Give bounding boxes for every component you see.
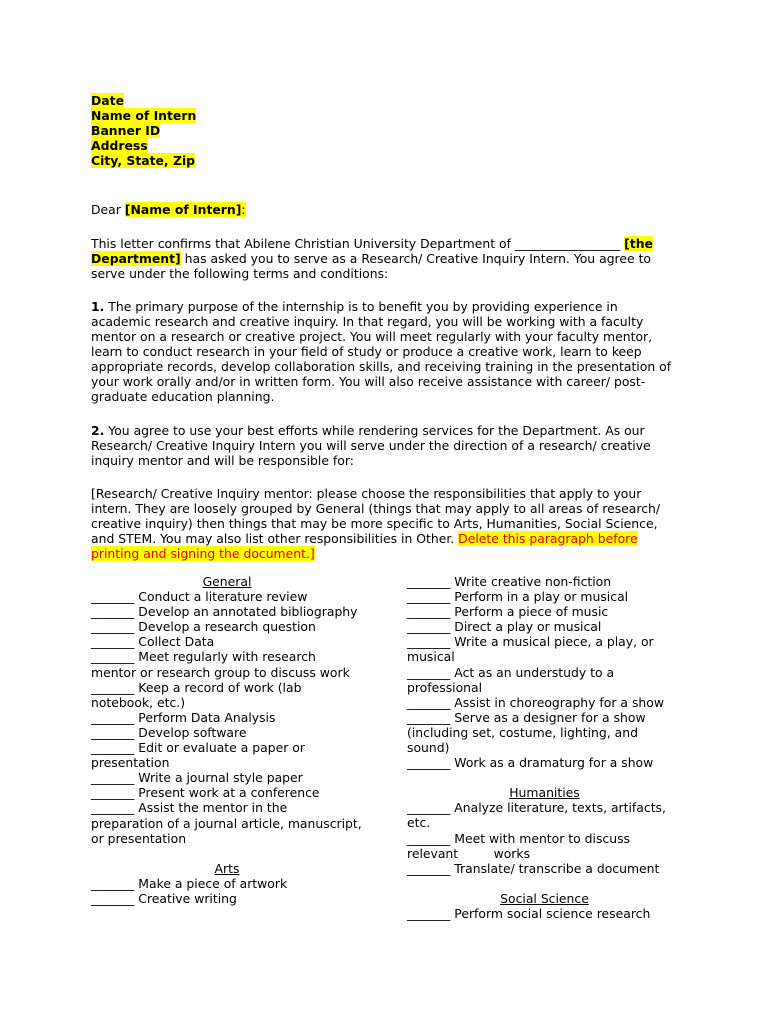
- list-item: _______ Work as a dramaturg for a show: [407, 755, 654, 771]
- list-item: _______ Analyze literature, texts, artifacts, etc.: [407, 800, 666, 831]
- list-item: _______ Develop an annotated bibliography: [91, 604, 358, 620]
- list-item: _______ Perform in a play or musical: [407, 589, 629, 605]
- left-column: [91, 574, 363, 906]
- list-item: _______ Present work at a conference: [91, 785, 320, 801]
- list-item: _______ Serve as a designer for a show (including set, costume, lighting, and sound): [407, 709, 646, 756]
- list-item: _______ Perform social science research: [407, 905, 651, 921]
- list-item: _______ Translate/ transcribe a document: [407, 860, 660, 876]
- address-field: Address: [91, 138, 148, 154]
- list-item: _______ Collect Data: [91, 634, 215, 650]
- list-item: _______ Meet regularly with research mentor or research group to discuss work: [91, 649, 350, 680]
- list-item: _______ Write creative non-fiction: [407, 574, 612, 589]
- list-item: _______ Act as an understudy to a professional: [407, 664, 615, 695]
- list-item: _______ Direct a play or musical: [407, 619, 602, 635]
- general-heading: General: [202, 574, 252, 589]
- right-column: [407, 574, 682, 921]
- list-item: _______ Assist in choreography for a show: [407, 694, 664, 710]
- delete-instruction: Delete this paragraph before printing and signing the document.]: [91, 531, 638, 562]
- list-item: _______ Write a journal style paper: [91, 770, 303, 786]
- mentor-note-paragraph: [Research/ Creative Inquiry mentor: please choose the responsibilities that apply to your intern. They are loosely grouped by General (things that may apply to all areas of research/ creative inquiry) then things that may be more specific to Arts, Humanities, Social Science, and STEM. You may also list other responsibilities in Other. Delete this paragraph before printing and signing the document.]: [91, 485, 661, 562]
- list-item: _______ Edit or evaluate a paper or presentation: [91, 740, 305, 771]
- banner-id-field: Banner ID: [91, 123, 161, 139]
- list-item: _______ Creative writing: [91, 890, 237, 906]
- salutation-name: [Name of Intern]: [124, 202, 242, 218]
- list-item: _______ Assist the mentor in the preparation of a journal article, manuscript, or presentation: [91, 800, 362, 846]
- list-item: _______ Develop a research question: [91, 619, 316, 635]
- humanities-heading: Humanities: [509, 785, 580, 801]
- department-placeholder: [the Department]: [91, 235, 653, 266]
- letter-body: [91, 93, 676, 561]
- list-item: _______ Perform Data Analysis: [91, 709, 276, 725]
- section-1-paragraph: 1. The primary purpose of the internship is to benefit you by providing experience in academic research and creative inquiry. In that regard, you will be working with a faculty mentor on a research or creative project. You will meet regularly with your faculty mentor, learn to conduct research in your field of study or produce a creative work, learn to keep appropriate records, develop collaboration skills, and receiving training in the presentation of your work orally and/or in written form. You will also receive assistance with career/ post-graduate education planning.: [91, 298, 672, 405]
- salutation: Dear [Name of Intern]:: [91, 202, 246, 218]
- social-science-heading: Social Science: [500, 890, 589, 906]
- section-2-paragraph: 2. You agree to use your best efforts while rendering services for the Department. As our Research/ Creative Inquiry Intern you will serve under the direction of a research/ creative inquiry mentor and will be responsible for:: [91, 422, 651, 468]
- intro-paragraph: This letter confirms that Abilene Christian University Department of _________________ [the Department] has asked you to serve as a Research/ Creative Inquiry Intern. You agree to serve under the following terms and conditions:: [91, 235, 653, 281]
- list-item: _______ Develop software: [91, 724, 247, 740]
- intern-name-field: Name of Intern: [91, 108, 197, 124]
- arts-heading: Arts: [214, 860, 240, 876]
- list-item: _______ Make a piece of artwork: [91, 875, 288, 891]
- address-block: [91, 93, 676, 168]
- city-state-zip-field: City, State, Zip: [91, 153, 196, 169]
- list-item: _______ Keep a record of work (lab notebook, etc.): [91, 679, 302, 710]
- list-item: _______ Meet with mentor to discuss relevant works: [407, 830, 634, 861]
- list-item: _______ Conduct a literature review: [91, 589, 308, 605]
- date-field: Date: [91, 93, 124, 108]
- list-item: _______ Write a musical piece, a play, or musical: [407, 634, 654, 665]
- list-item: _______ Perform a piece of music: [407, 604, 609, 620]
